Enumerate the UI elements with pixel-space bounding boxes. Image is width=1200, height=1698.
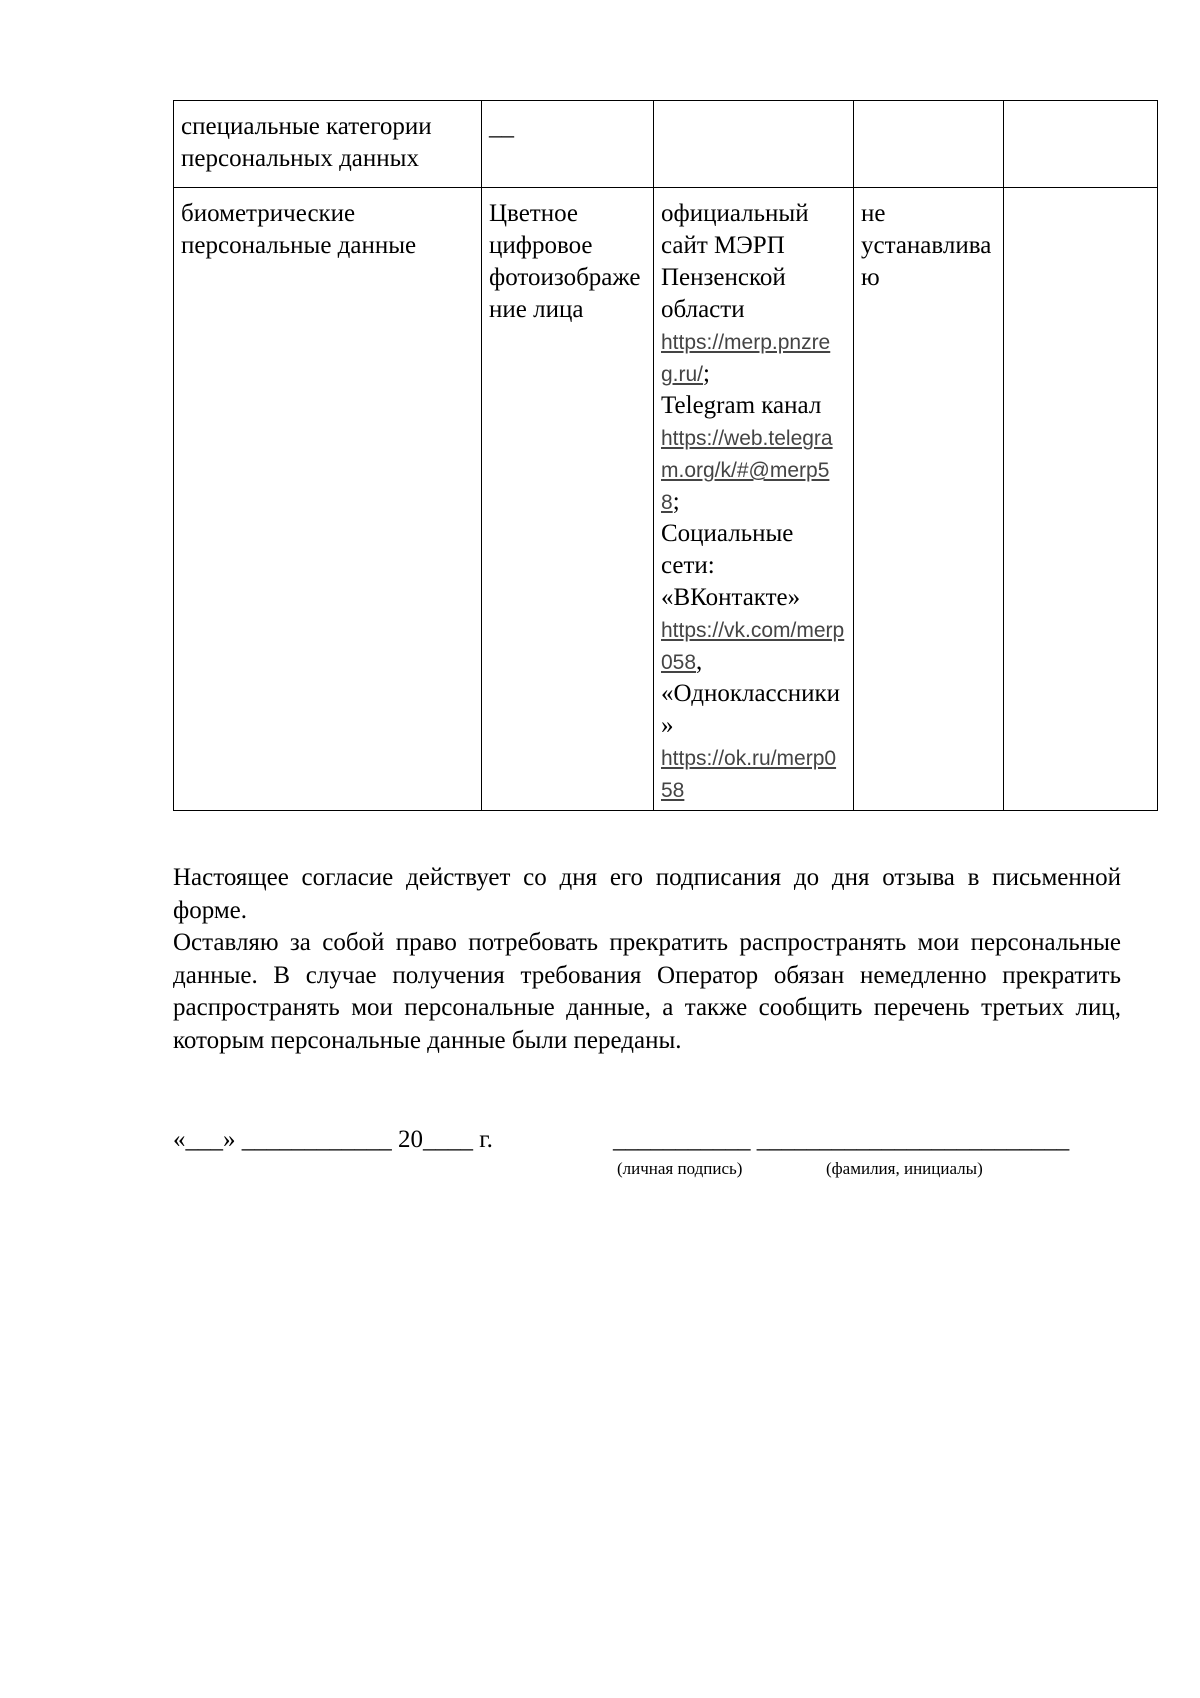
- caption-signature: (личная подпись): [617, 1159, 743, 1178]
- cell-category: специальные категории персональных данных: [174, 101, 482, 188]
- cell-extra: [1004, 101, 1158, 188]
- separator: ;: [703, 360, 710, 387]
- dash-placeholder: __: [489, 113, 514, 140]
- cell-conditions: [854, 101, 1004, 188]
- ok-link[interactable]: https://ok.ru/merp058: [661, 747, 837, 802]
- separator: ;: [672, 488, 680, 515]
- validity-paragraph: Настоящее согласие действует со дня его подписания до дня отзыва в письменной форме.: [173, 864, 1121, 924]
- site-link[interactable]: https://merp.pnzreg.ru/: [661, 331, 831, 386]
- separator: ,: [696, 648, 703, 675]
- vk-link[interactable]: https://vk.com/merp058: [661, 619, 845, 674]
- date-line: «___» ____________ 20____ г.: [173, 1126, 493, 1153]
- social-label: Социальные сети: «ВКонтакте»: [661, 520, 801, 611]
- revocation-paragraph: Оставляю за собой право потребовать прекратить распространять мои персональные данные. В случае получения требования Оператор обязан немедленно прекратить распространять мои персональные данные, а также сообщить перечень третьих лиц, которым персональные данные были переданы.: [173, 929, 1121, 1054]
- table-row: [174, 101, 1158, 188]
- cell-list: Цветное цифровое фотоизображение лица: [482, 188, 654, 811]
- caption-name: (фамилия, инициалы): [826, 1159, 983, 1178]
- consent-table: [173, 100, 1158, 811]
- consent-body-text: [173, 862, 1121, 1057]
- cell-category: биометрические персональные данные: [174, 188, 482, 811]
- cell-list: [482, 101, 654, 188]
- cell-resources: [654, 101, 854, 188]
- signature-lines: ___________ _________________________: [613, 1126, 1070, 1153]
- cell-resources: [654, 188, 854, 811]
- ok-label: «Одноклассники»: [661, 680, 841, 739]
- telegram-link[interactable]: https://web.telegram.org/k/#@merp58: [661, 427, 833, 514]
- site-label: официальный сайт МЭРП Пензенской области: [661, 200, 809, 323]
- cell-conditions: не устанавливаю: [854, 188, 1004, 811]
- telegram-label: Telegram канал: [661, 392, 822, 419]
- table-row: [174, 188, 1158, 811]
- cell-extra: [1004, 188, 1158, 811]
